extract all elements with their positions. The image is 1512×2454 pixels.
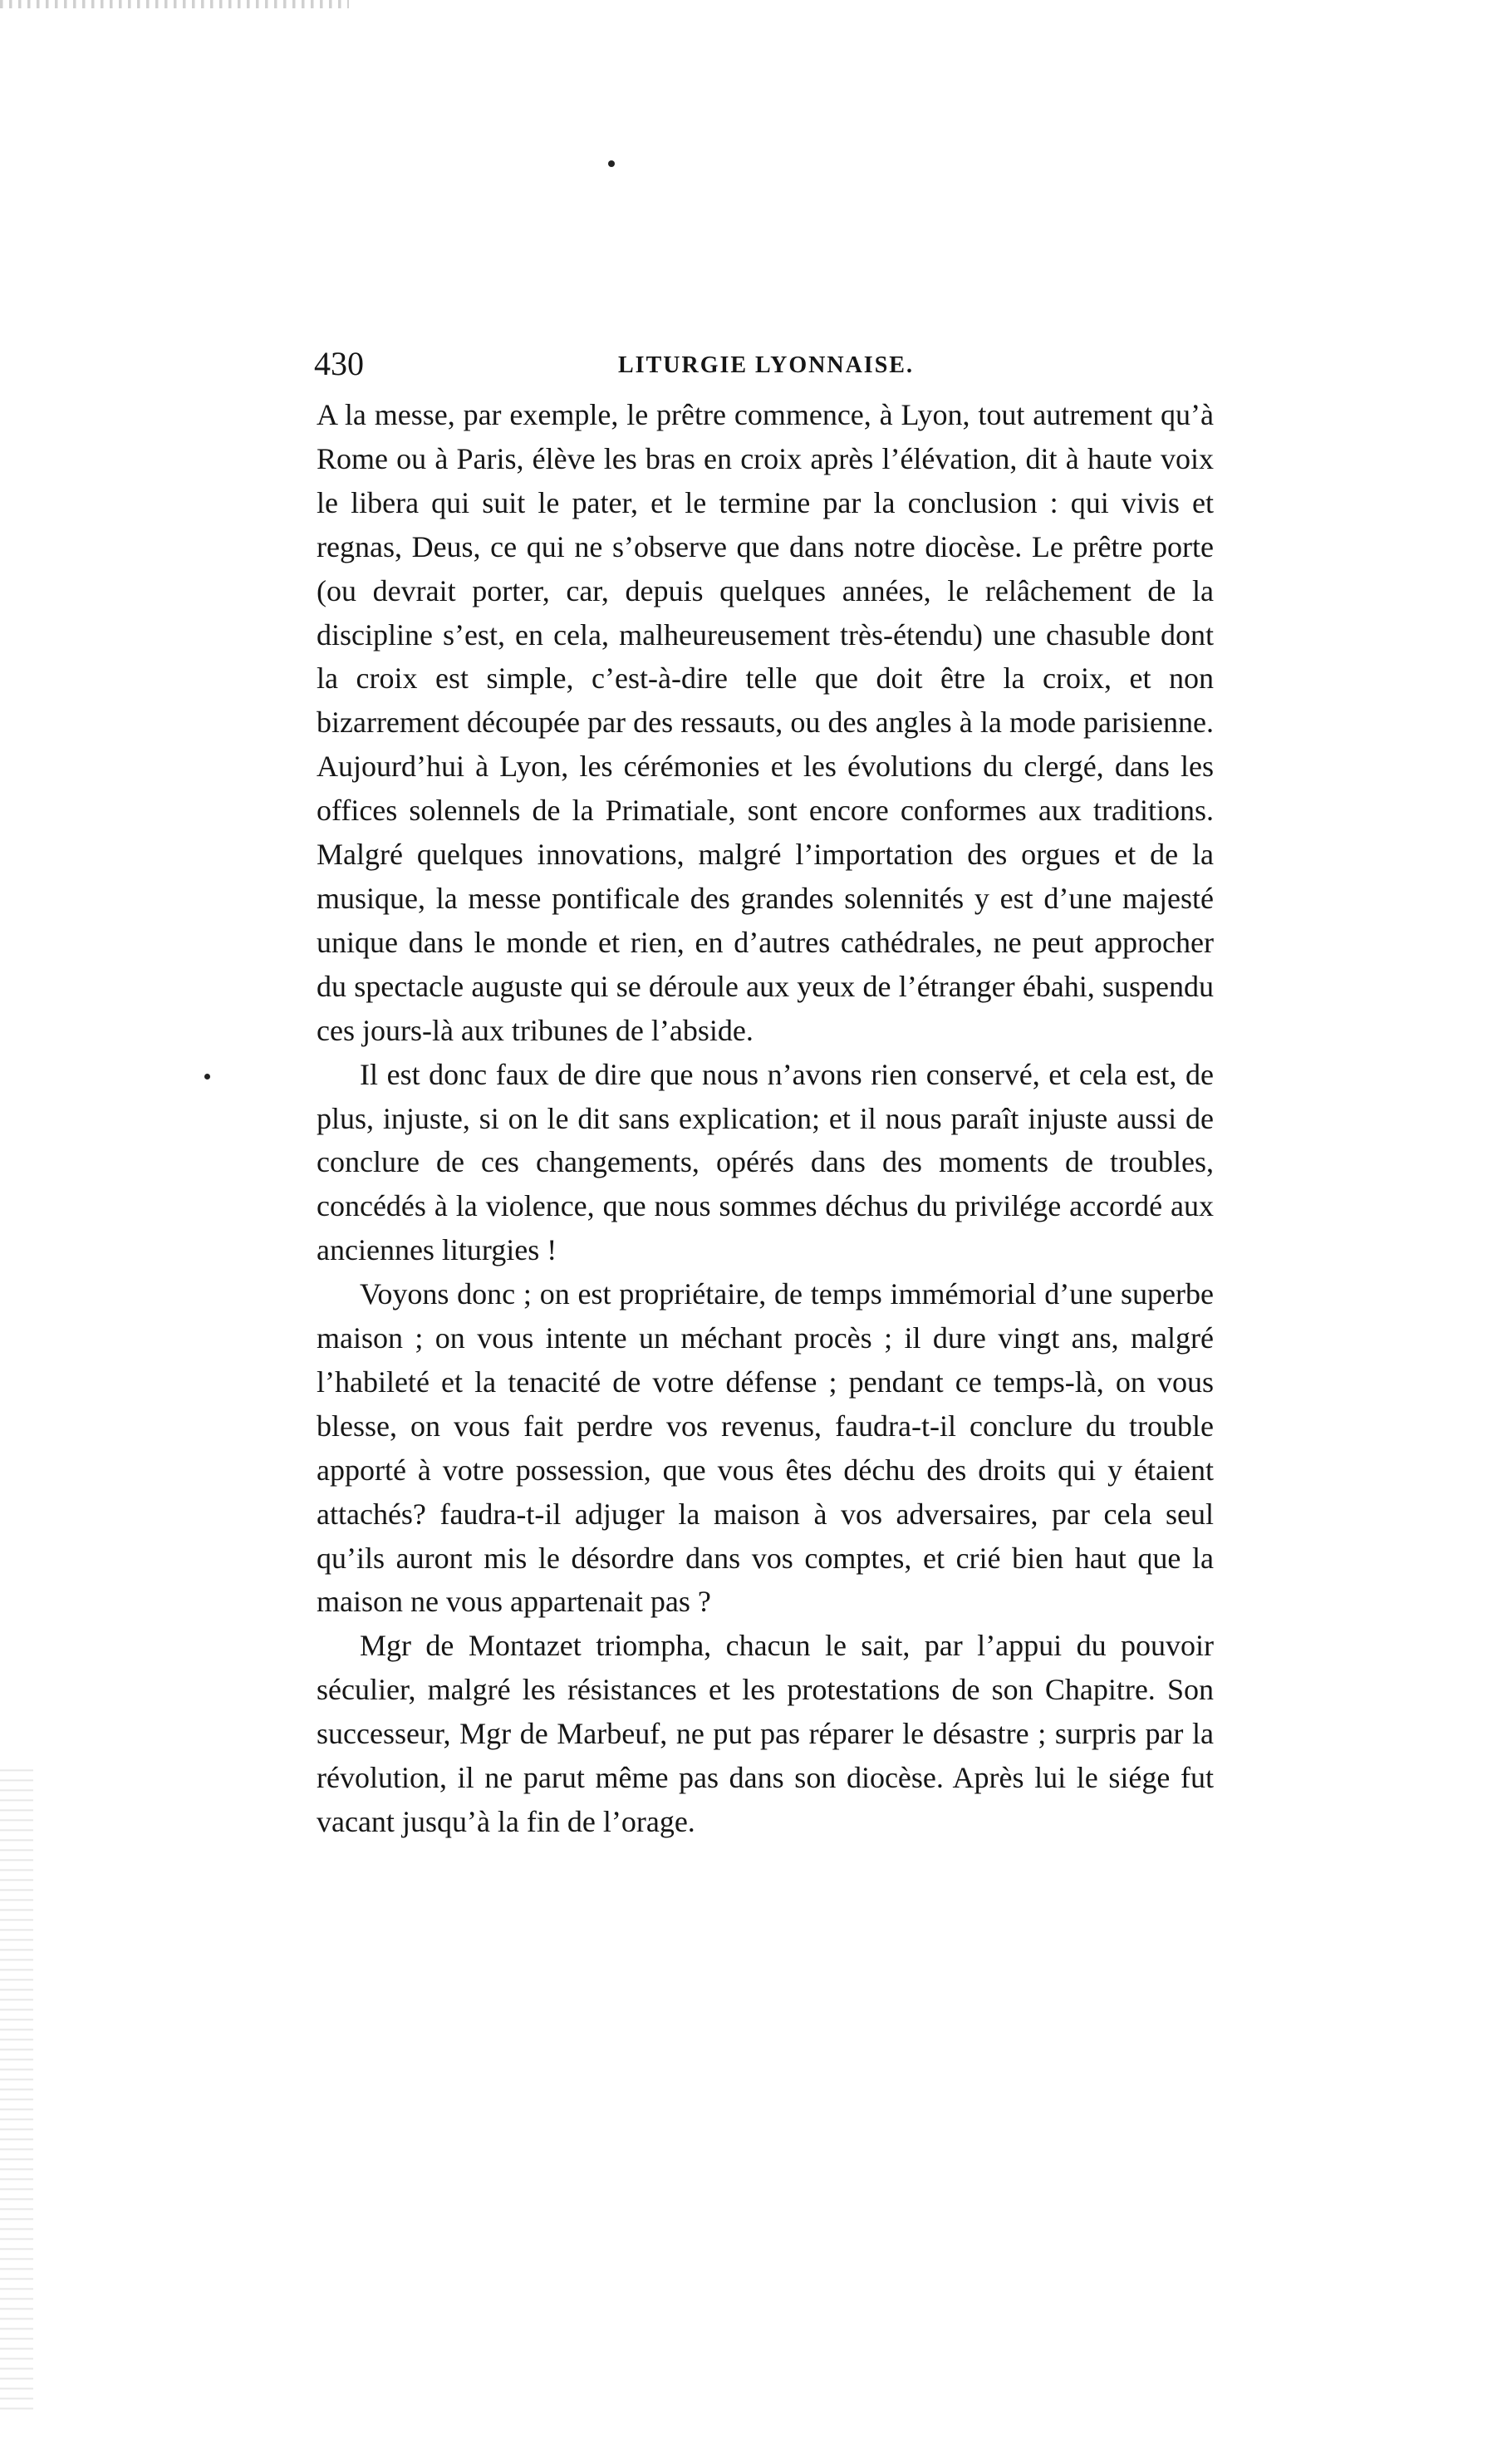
scan-edge-noise xyxy=(0,0,349,8)
running-head: LITURGIE LYONNAISE. xyxy=(618,352,914,378)
body-text xyxy=(317,393,1214,1844)
paragraph: Il est donc faux de dire que nous n’avons rien conservé, et cela est, de plus, injuste, si on le dit sans explication; et il nous paraît injuste aussi de conclure de ces changements, opérés dans des moments de troubles, concédés à la violence, que nous sommes déchus du privilége accordé aux anciennes liturgies ! xyxy=(317,1057,1214,1267)
paragraph: Mgr de Montazet triompha, chacun le sait, par l’appui du pouvoir séculier, malgré les résistances et les protestations de son Chapitre. Son successeur, Mgr de Marbeuf, ne put pas réparer le désastre ; surpris par la révolution, il ne parut même pas dans son diocèse. Après lui le siége fut vacant jusqu’à la fin de l’orage. xyxy=(317,1629,1214,1838)
scan-margin-noise xyxy=(0,1762,33,2410)
ink-dot xyxy=(608,160,615,167)
page-header xyxy=(314,339,1220,389)
paragraph: A la messe, par exemple, le prêtre commence, à Lyon, tout autrement qu’à Rome ou à Paris, élève les bras en croix après l’élévation, dit à haute voix le libera qui suit le pater, et le termine par la conclusion : qui vivis et regnas, Deus, ce qui ne s’observe que dans notre diocèse. Le prêtre porte (ou devrait porter, car, depuis quelques années, le relâchement de la discipline s’est, en cela, malheureusement très-étendu) une chasuble dont la croix est simple, c’est-à-dire telle que doit être la croix, et non bizarrement découpée par des ressauts, ou des angles à la mode parisienne. Aujourd’hui à Lyon, les cérémonies et les évolutions du clergé, dans les offices solennels de la Primatiale, sont encore conformes aux traditions. Malgré quelques innovations, malgré l’importation des orgues et de la musique, la messe pontificale des grandes solennités y est d’une majesté unique dans le monde et rien, en d’autres cathédrales, ne peut approcher du spectacle auguste qui se déroule aux yeux de l’étranger ébahi, suspendu ces jours-là aux tribunes de l’abside. xyxy=(317,398,1214,1047)
ink-dot xyxy=(204,1074,210,1079)
page-number: 430 xyxy=(314,345,364,382)
paragraph: Voyons donc ; on est propriétaire, de temps immémorial d’une superbe maison ; on vous intente un méchant procès ; il dure vingt ans, malgré l’habileté et la tenacité de votre défense ; pendant ce temps-là, on vous blesse, on vous fait perdre vos revenus, faudra-t-il conclure du trouble apporté à votre possession, que vous êtes déchu des droits qui y étaient attachés? faudra-t-il adjuger la maison à vos adversaires, par cela seul qu’ils auront mis le désordre dans vos comptes, et crié bien haut que la maison ne vous appartenait pas ? xyxy=(317,1277,1214,1619)
